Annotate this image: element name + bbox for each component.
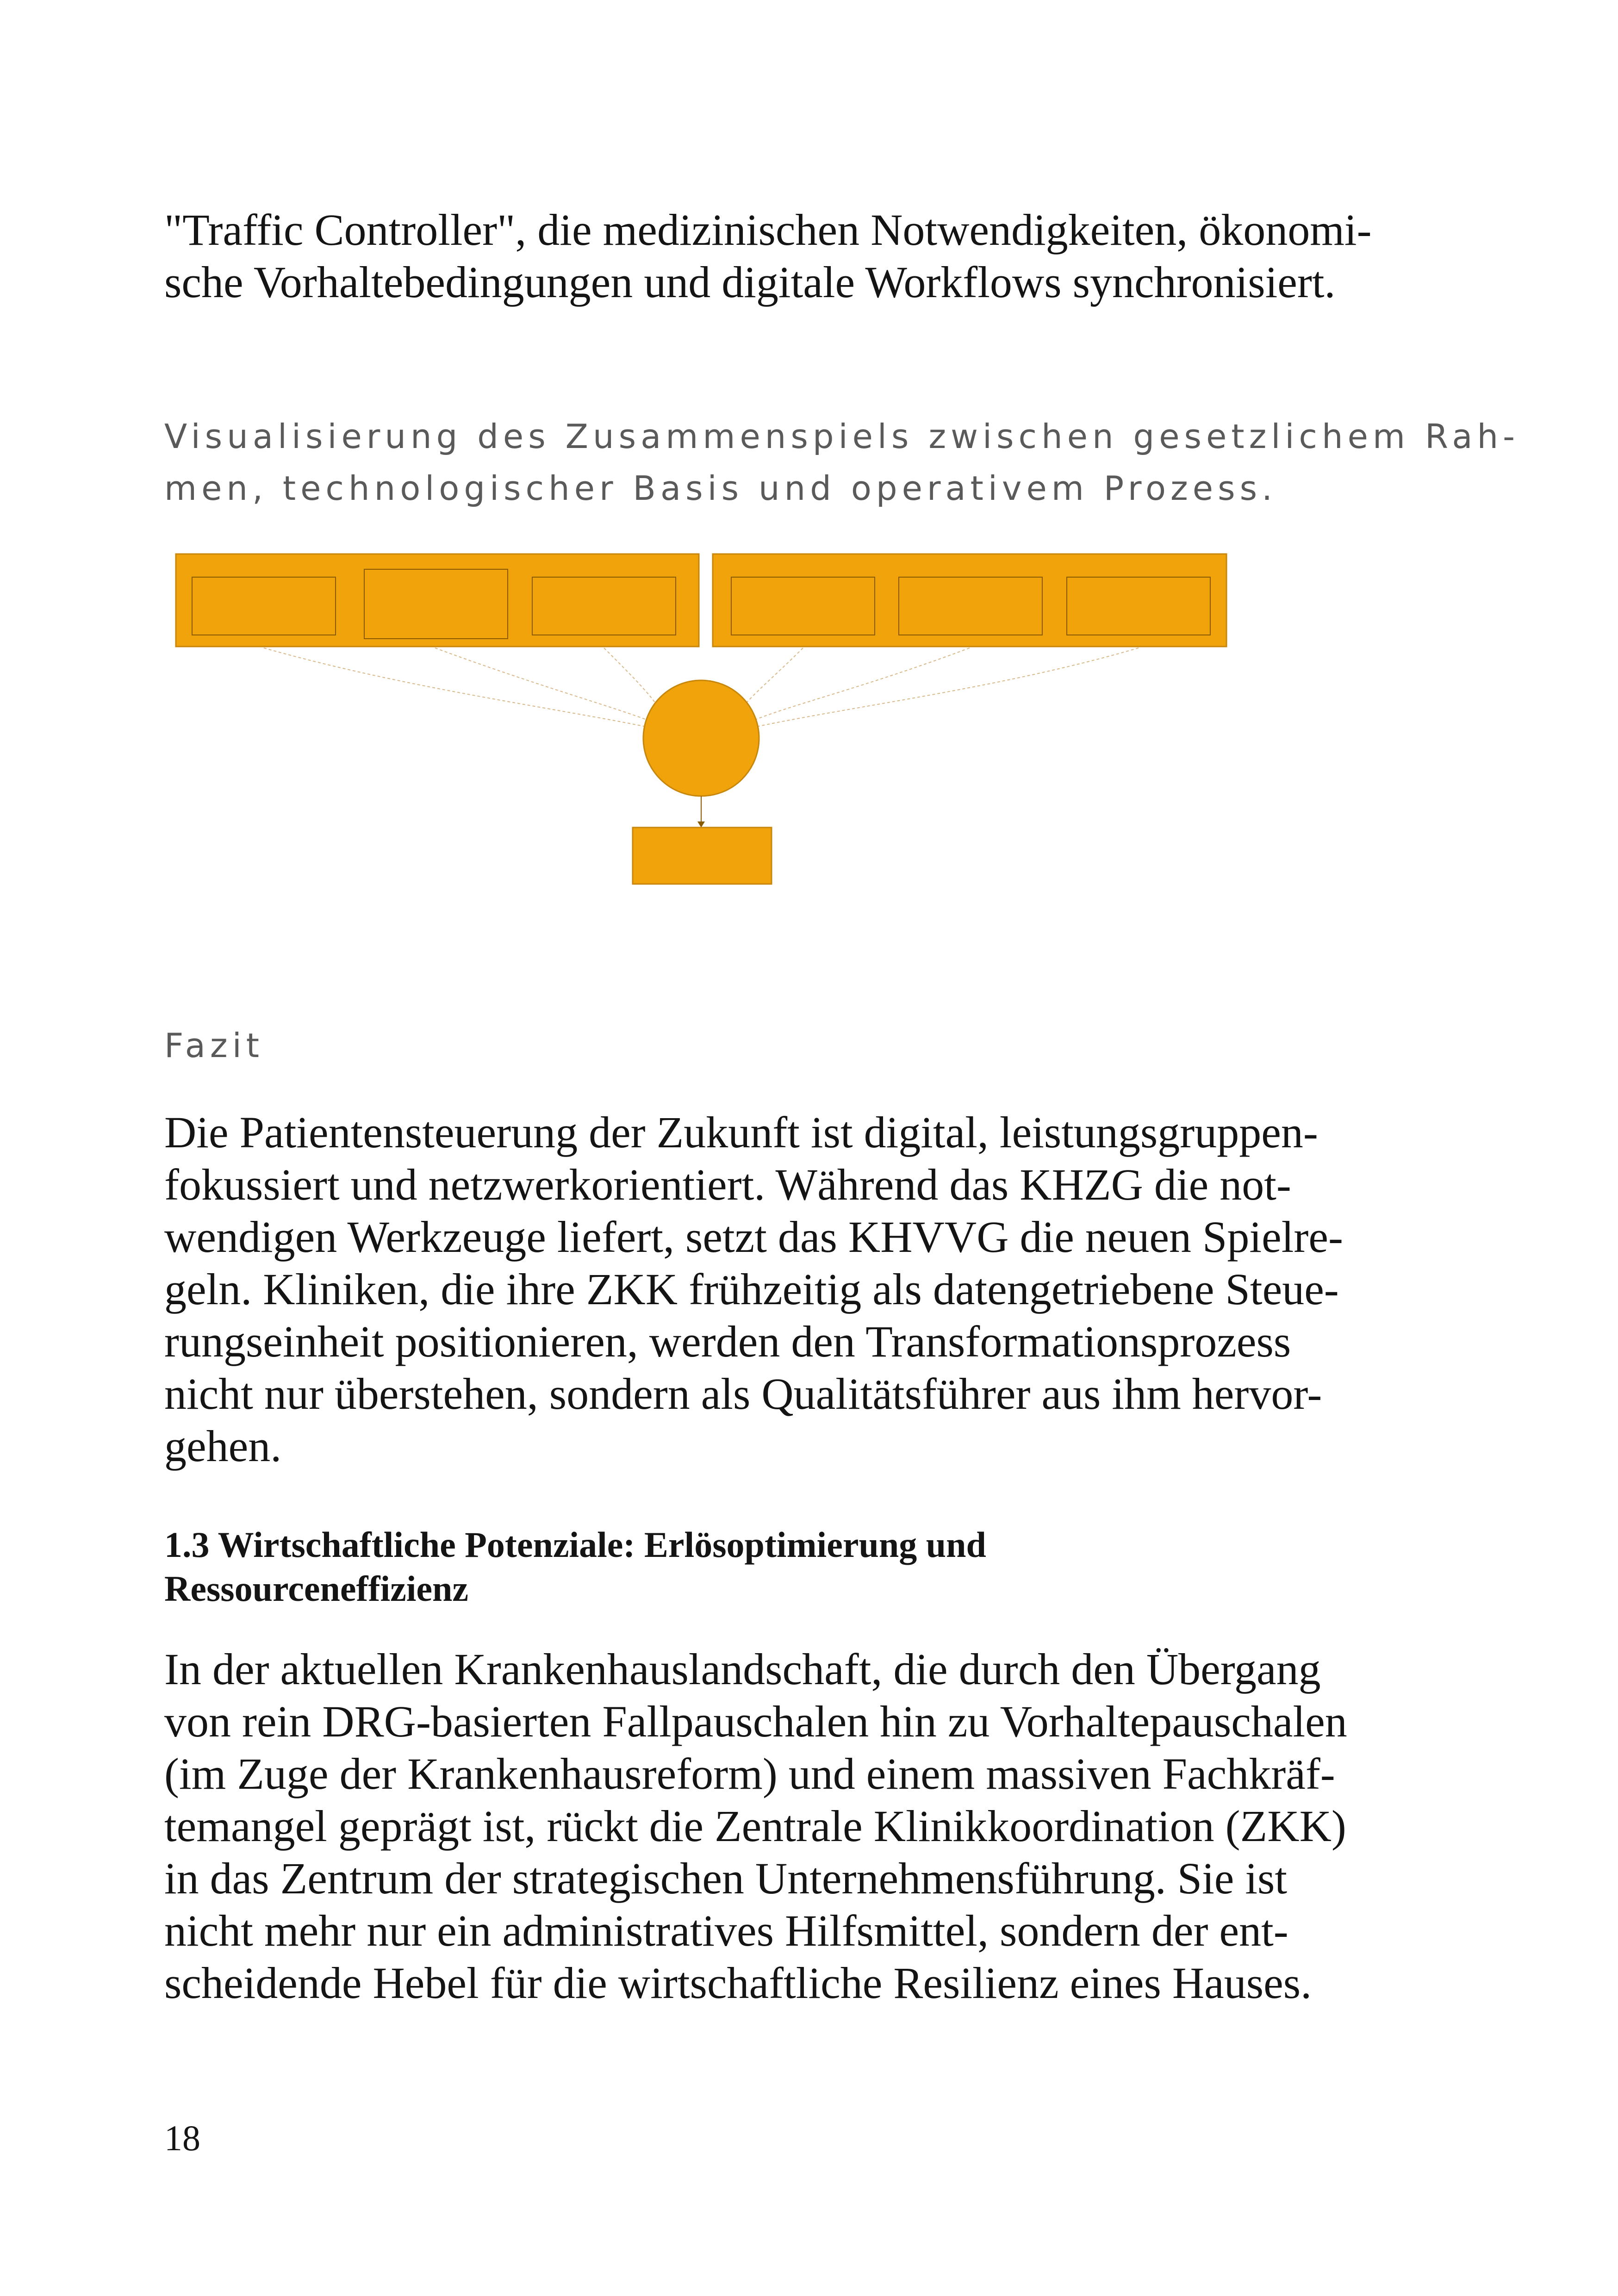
process-diagram — [171, 548, 1231, 886]
text-line: von rein DRG-basierten Fallpauschalen hin zu Vorhaltepauschalen — [164, 1697, 1347, 1746]
text-line: fokussiert und netzwerkorientiert. Während das KHZG die not- — [164, 1160, 1291, 1209]
text-line: nicht nur überstehen, sondern als Qualitätsführer aus ihm hervor- — [164, 1369, 1322, 1419]
diagram-box — [899, 577, 1042, 635]
text-line: rungseinheit positionieren, werden den Transformationsprozess — [164, 1317, 1291, 1366]
diagram-box — [192, 577, 336, 635]
text-line: in das Zentrum der strategischen Unternehmensführung. Sie ist — [164, 1854, 1288, 1903]
heading-line: Ressourceneffizienz — [164, 1568, 469, 1609]
diagram-arrowhead — [697, 821, 705, 828]
section-heading — [164, 1523, 1460, 1611]
caption-line: Visualisierung des Zusammenspiels zwischen gesetzlichem Rah- — [164, 417, 1520, 456]
text-line: sche Vorhaltebedingungen und digitale Workflows synchronisiert. — [164, 257, 1336, 307]
text-line: (im Zuge der Krankenhausreform) und einem massiven Fachkräf- — [164, 1749, 1335, 1798]
text-line: In der aktuellen Krankenhauslandschaft, die durch den Übergang — [164, 1644, 1321, 1694]
text-line: wendigen Werkzeuge liefert, setzt das KHVVG die neuen Spielre- — [164, 1212, 1343, 1262]
text-line: scheidende Hebel für die wirtschaftliche Resilienz eines Hauses. — [164, 1958, 1312, 2008]
diagram-box — [1067, 577, 1210, 635]
diagram-box — [532, 577, 676, 635]
diagram-output-box — [633, 828, 772, 884]
fazit-paragraph — [164, 1106, 1451, 1472]
figure-caption — [164, 411, 1520, 514]
text-line: gehen. — [164, 1421, 282, 1471]
section-paragraph — [164, 1643, 1451, 2009]
fazit-heading — [164, 1020, 1460, 1071]
caption-line: men, technologischer Basis und operativem Prozess. — [164, 469, 1277, 508]
text-line: temangel geprägt ist, rückt die Zentrale Klinikkoordination (ZKK) — [164, 1801, 1346, 1851]
diagram-box — [364, 569, 508, 639]
fazit-heading-text: Fazit — [164, 1026, 264, 1065]
text-line: geln. Kliniken, die ihre ZKK frühzeitig als datengetriebene Steue- — [164, 1264, 1339, 1314]
diagram-box — [731, 577, 875, 635]
text-line: nicht mehr nur ein administratives Hilfsmittel, sondern der ent- — [164, 1906, 1288, 1955]
intro-paragraph — [164, 204, 1451, 308]
text-line: "Traffic Controller", die medizinischen Notwendigkeiten, ökonomi- — [164, 205, 1372, 255]
heading-line: 1.3 Wirtschaftliche Potenziale: Erlösoptimierung und — [164, 1524, 986, 1565]
diagram-center-circle — [643, 680, 759, 796]
text-line: Die Patientensteuerung der Zukunft ist digital, leistungsgruppen- — [164, 1108, 1318, 1157]
page-number: 18 — [164, 2118, 200, 2158]
